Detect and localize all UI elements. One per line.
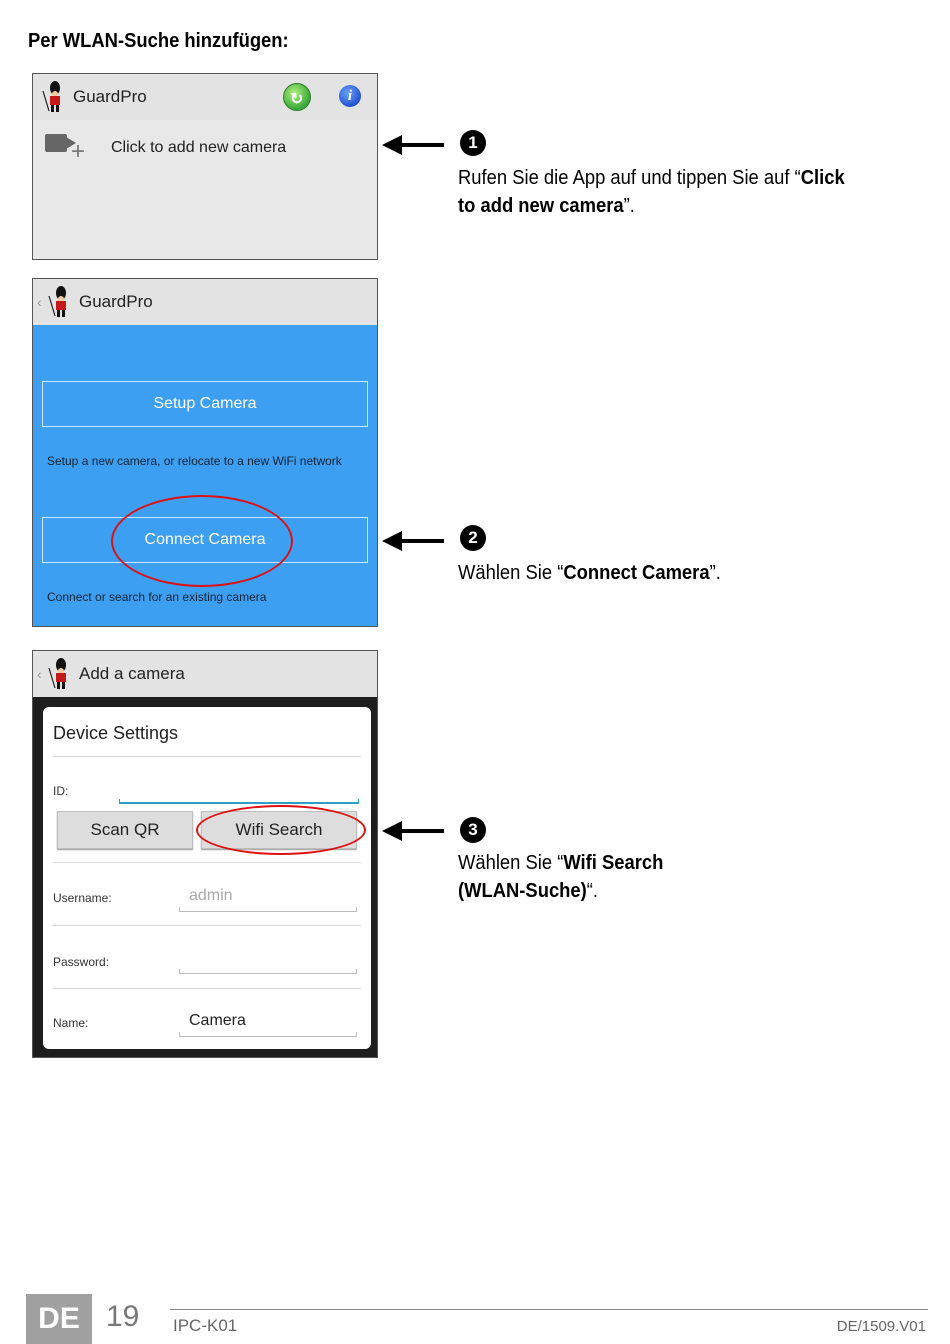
- app-bar: [33, 279, 377, 325]
- name-label: Name:: [53, 1016, 89, 1030]
- connect-camera-button[interactable]: Connect Camera: [42, 517, 368, 563]
- app-bar: [33, 651, 377, 697]
- step-number-badge: 1: [460, 130, 486, 156]
- app-title: GuardPro: [73, 87, 147, 106]
- left-arrow-icon: [382, 135, 444, 155]
- divider: [53, 925, 361, 926]
- username-underline: [179, 907, 357, 912]
- setup-camera-description: Setup a new camera, or relocate to a new WiFi network: [47, 454, 342, 468]
- id-label: ID:: [53, 784, 69, 798]
- screenshot-setup-menu: [32, 278, 378, 627]
- id-input[interactable]: [119, 799, 359, 804]
- step-number-badge: 2: [460, 525, 486, 551]
- guard-logo-icon: [41, 81, 65, 113]
- divider: [53, 756, 361, 757]
- left-arrow-icon: [382, 821, 444, 841]
- page-number: 19: [106, 1300, 140, 1333]
- guard-logo-icon: [47, 286, 71, 318]
- highlight-circle: [111, 495, 293, 587]
- language-badge: DE: [26, 1294, 92, 1344]
- add-camera-label: Click to add new camera: [111, 139, 287, 156]
- model-number: IPC-K01: [173, 1316, 238, 1335]
- name-underline: [179, 1032, 357, 1037]
- setup-camera-button[interactable]: Setup Camera: [42, 381, 368, 427]
- back-chevron-icon[interactable]: ‹: [37, 294, 42, 310]
- app-title: Add a camera: [79, 664, 185, 683]
- add-camera-row[interactable]: [45, 132, 287, 165]
- password-label: Password:: [53, 955, 110, 969]
- highlight-circle: [196, 805, 366, 855]
- scan-qr-button[interactable]: Scan QR: [57, 811, 193, 849]
- guard-logo-icon: [47, 658, 71, 690]
- step-1-text: Rufen Sie die App auf und tippen Sie auf “Click to add new camera”.: [458, 167, 845, 217]
- back-chevron-icon[interactable]: ‹: [37, 666, 42, 682]
- screenshot-app-home: [32, 73, 378, 260]
- divider: [53, 988, 361, 989]
- divider: [53, 862, 361, 863]
- footer-divider: [170, 1309, 928, 1310]
- name-input[interactable]: Camera: [189, 1012, 246, 1029]
- left-arrow-icon: [382, 531, 444, 551]
- username-label: Username:: [53, 891, 112, 905]
- step-3-text: Wählen Sie “Wifi Search (WLAN-Suche)“.: [458, 852, 664, 902]
- password-input[interactable]: [179, 969, 357, 974]
- page-heading: Per WLAN-Suche hinzufügen:: [28, 30, 289, 52]
- username-input[interactable]: admin: [189, 887, 233, 904]
- info-icon[interactable]: i: [339, 85, 361, 107]
- screenshot-device-settings: [32, 650, 378, 1058]
- video-camera-add-icon: +: [45, 132, 83, 162]
- device-settings-dialog: [43, 707, 371, 1049]
- step-2-text: Wählen Sie “Connect Camera”.: [458, 562, 721, 584]
- refresh-icon[interactable]: ↻: [283, 83, 311, 111]
- dialog-title: Device Settings: [53, 723, 179, 743]
- app-title: GuardPro: [79, 292, 153, 311]
- wifi-search-button[interactable]: Wifi Search: [201, 811, 357, 849]
- document-code: DE/1509.V01: [836, 1318, 926, 1335]
- connect-camera-description: Connect or search for an existing camera: [47, 590, 267, 604]
- app-bar: [33, 74, 377, 120]
- step-number-badge: 3: [460, 817, 486, 843]
